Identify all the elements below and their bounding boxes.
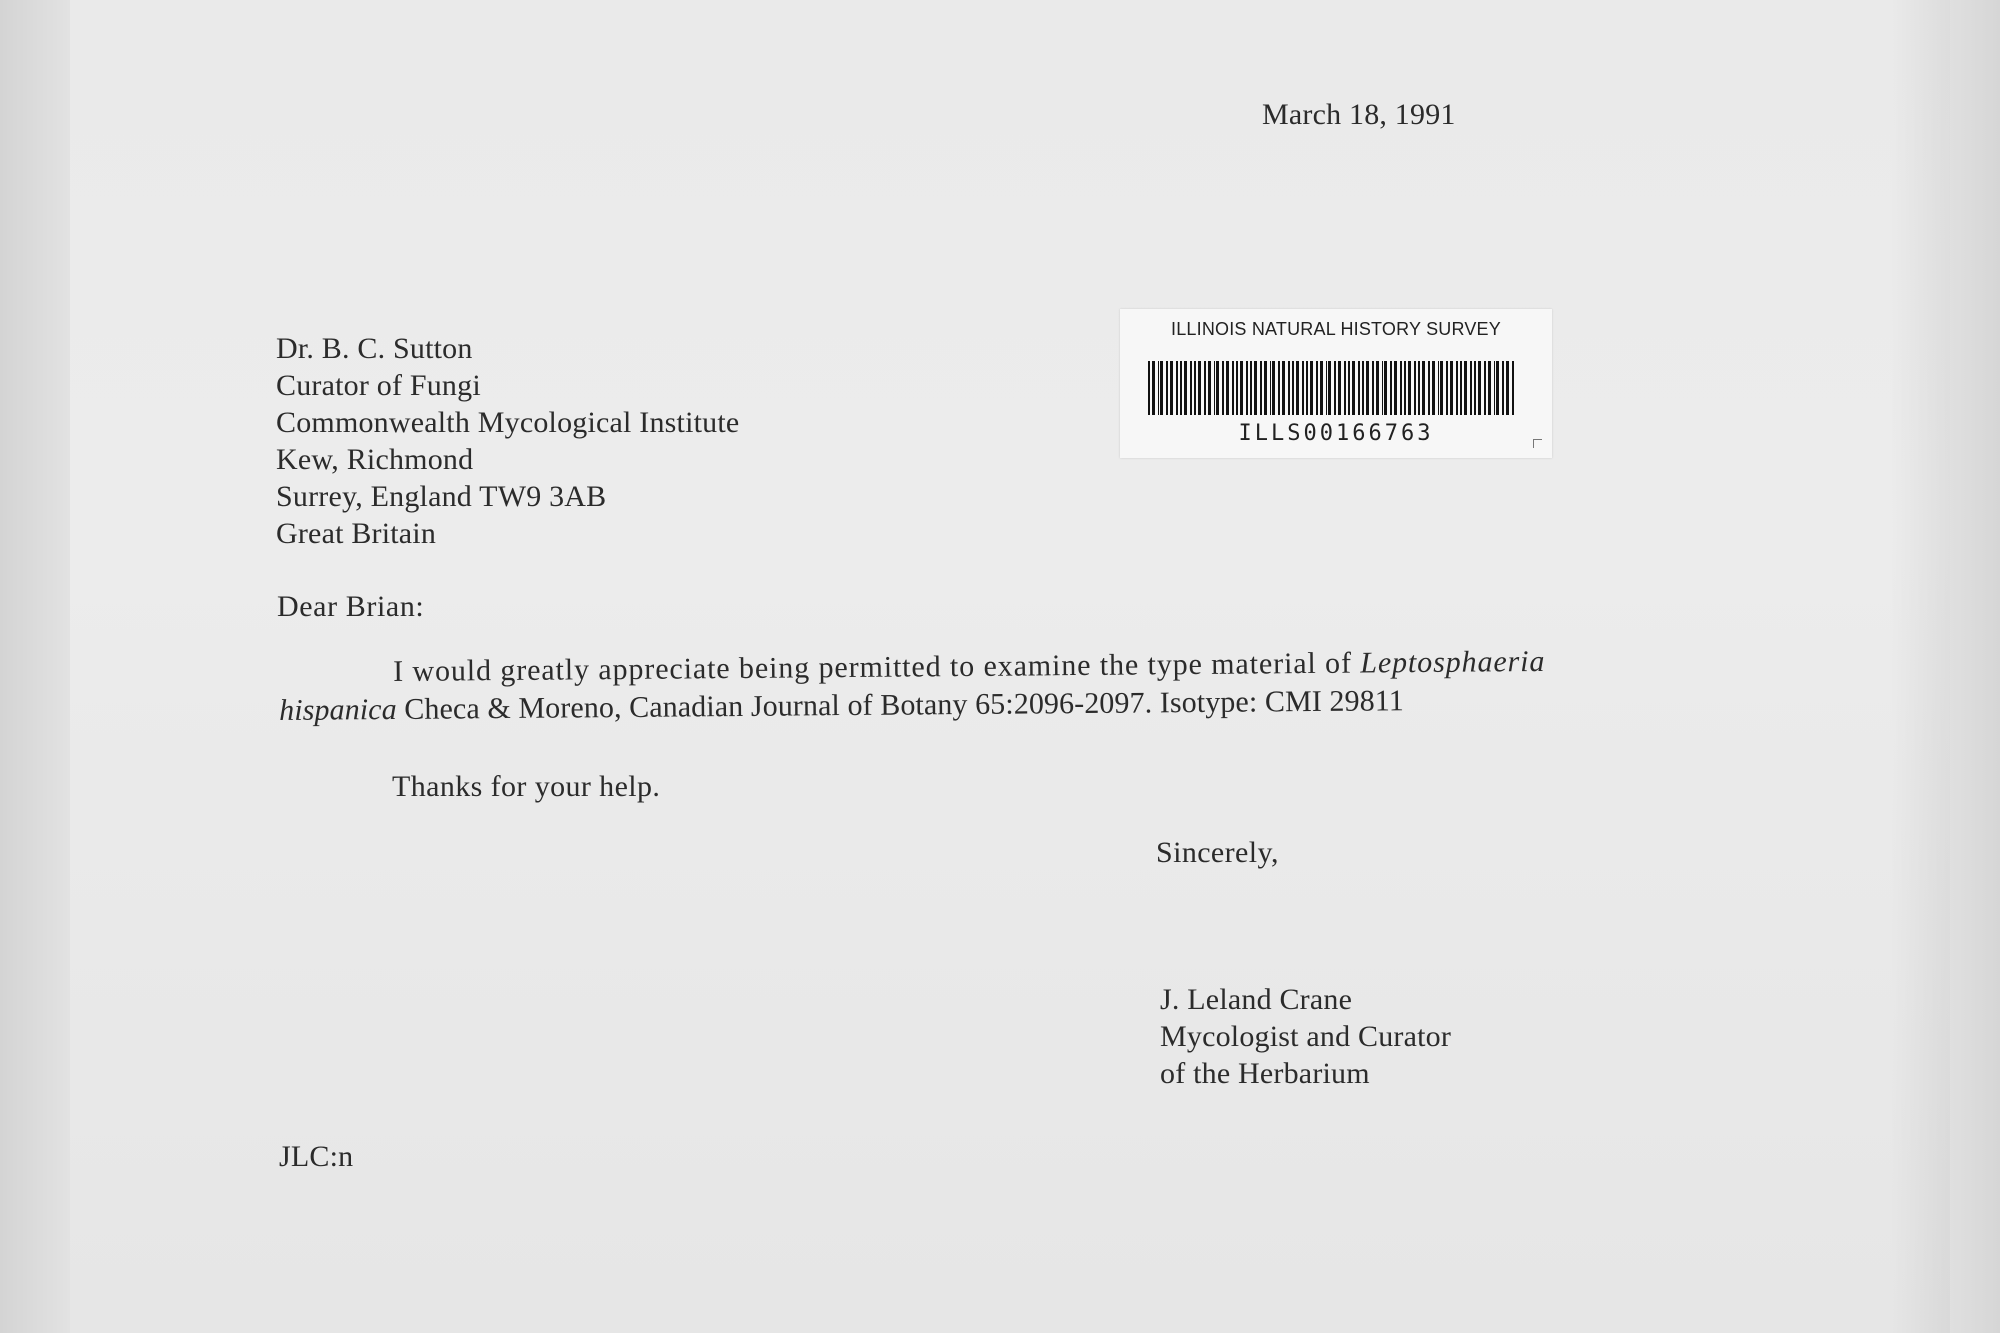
barcode-bar [1408, 361, 1411, 415]
barcode-bar [1446, 361, 1448, 415]
barcode-bar [1214, 361, 1215, 415]
barcode-bar [1470, 361, 1472, 415]
barcode-bar [1292, 361, 1294, 415]
barcode-bar [1352, 361, 1355, 415]
barcode-bar [1194, 361, 1196, 415]
barcode-bar [1282, 361, 1285, 415]
barcode-bar [1404, 361, 1406, 415]
barcode-bar [1184, 361, 1187, 415]
species-name: hispanica [279, 692, 397, 727]
barcode-bar [1180, 361, 1182, 415]
barcode-bar [1302, 361, 1304, 415]
barcode-bar [1152, 361, 1155, 415]
barcode-bar [1438, 361, 1439, 415]
barcode-bar [1288, 361, 1290, 415]
barcode-bar [1474, 361, 1476, 415]
barcode-bar [1348, 361, 1350, 415]
barcode-bar [1270, 361, 1271, 415]
sheet-edge-shadow [1890, 0, 1950, 1333]
barcode-bar [1254, 361, 1257, 415]
barcode-bar [1464, 361, 1467, 415]
barcode-bar [1316, 361, 1318, 415]
barcode-bar [1240, 361, 1243, 415]
barcode-bar [1278, 361, 1280, 415]
barcode-bar [1204, 361, 1206, 415]
barcode-bar [1376, 361, 1379, 415]
barcode-number: ILLS00166763 [1238, 421, 1434, 446]
barcode-bar [1496, 361, 1499, 415]
barcode-bar [1384, 361, 1387, 415]
barcode-bar [1160, 361, 1163, 415]
barcode-bar [1208, 361, 1211, 415]
barcode-bar [1326, 361, 1327, 415]
barcode-graphic [1148, 361, 1518, 415]
barcode-bar [1512, 361, 1514, 415]
barcode-bar [1450, 361, 1453, 415]
barcode-bar [1440, 361, 1443, 415]
barcode-bar [1478, 361, 1481, 415]
signature-line: of the Herbarium [1160, 1057, 1370, 1090]
letter-date: March 18, 1991 [1262, 98, 1456, 131]
barcode-bar [1414, 361, 1416, 415]
address-line: Curator of Fungi [276, 369, 481, 402]
address-line: Commonwealth Mycological Institute [276, 406, 740, 439]
barcode-bar [1310, 361, 1313, 415]
barcode-label [1120, 309, 1552, 458]
barcode-bar [1328, 361, 1331, 415]
barcode-bar [1494, 361, 1495, 415]
barcode-bar [1488, 361, 1491, 415]
body-text: I would greatly appreciate being permitted to examine the type material of [393, 646, 1361, 688]
barcode-bar [1394, 361, 1397, 415]
barcode-bar [1250, 361, 1252, 415]
barcode-bar [1372, 361, 1374, 415]
genus-name: Leptosphaeria [1360, 644, 1546, 680]
barcode-bar [1222, 361, 1224, 415]
typist-initials: JLC:n [279, 1140, 354, 1173]
barcode-bar [1236, 361, 1238, 415]
barcode-bar [1344, 361, 1346, 415]
barcode-bar [1334, 361, 1336, 415]
barcode-bar [1338, 361, 1341, 415]
barcode-bar [1456, 361, 1458, 415]
barcode-bar [1166, 361, 1168, 415]
barcode-bar [1306, 361, 1308, 415]
salutation: Dear Brian: [277, 590, 425, 623]
barcode-bar [1362, 361, 1364, 415]
address-line: Kew, Richmond [276, 443, 474, 476]
barcode-bar [1158, 361, 1159, 415]
body-text: Checa & Moreno, Canadian Journal of Botany 65:2096-2097. Isotype: CMI 29811 [396, 684, 1404, 726]
barcode-bar [1484, 361, 1486, 415]
address-line: Dr. B. C. Sutton [276, 332, 473, 365]
signature-block [1160, 981, 1451, 1092]
barcode-bar [1148, 361, 1150, 415]
closing: Sincerely, [1156, 836, 1279, 869]
barcode-bar [1418, 361, 1420, 415]
recipient-address [276, 330, 739, 552]
label-title: ILLINOIS NATURAL HISTORY SURVEY [1171, 319, 1501, 339]
barcode-bar [1502, 361, 1504, 415]
barcode-bar [1400, 361, 1402, 415]
barcode-bar [1232, 361, 1234, 415]
barcode-bar [1358, 361, 1360, 415]
barcode-bar [1272, 361, 1275, 415]
barcode-bar [1226, 361, 1229, 415]
barcode-bar [1506, 361, 1509, 415]
barcode-bar [1246, 361, 1248, 415]
address-line: Surrey, England TW9 3AB [276, 480, 607, 513]
barcode-bar [1296, 361, 1299, 415]
barcode-bar [1176, 361, 1178, 415]
barcode-bar [1432, 361, 1435, 415]
signature-line: J. Leland Crane [1160, 983, 1353, 1016]
thanks-line: Thanks for your help. [392, 770, 661, 803]
barcode-bar [1260, 361, 1262, 415]
address-line: Great Britain [276, 517, 437, 550]
barcode-bar [1422, 361, 1425, 415]
barcode-bar [1366, 361, 1369, 415]
barcode-bar [1320, 361, 1323, 415]
barcode-bar [1198, 361, 1201, 415]
barcode-bar [1190, 361, 1192, 415]
barcode-bar [1216, 361, 1219, 415]
barcode-bar [1382, 361, 1383, 415]
barcode-bar [1264, 361, 1267, 415]
corner-mark-icon [1533, 439, 1542, 448]
signature-line: Mycologist and Curator [1160, 1020, 1452, 1053]
barcode-bar [1170, 361, 1173, 415]
barcode-bar [1460, 361, 1462, 415]
barcode-bar [1390, 361, 1392, 415]
barcode-bar [1428, 361, 1430, 415]
